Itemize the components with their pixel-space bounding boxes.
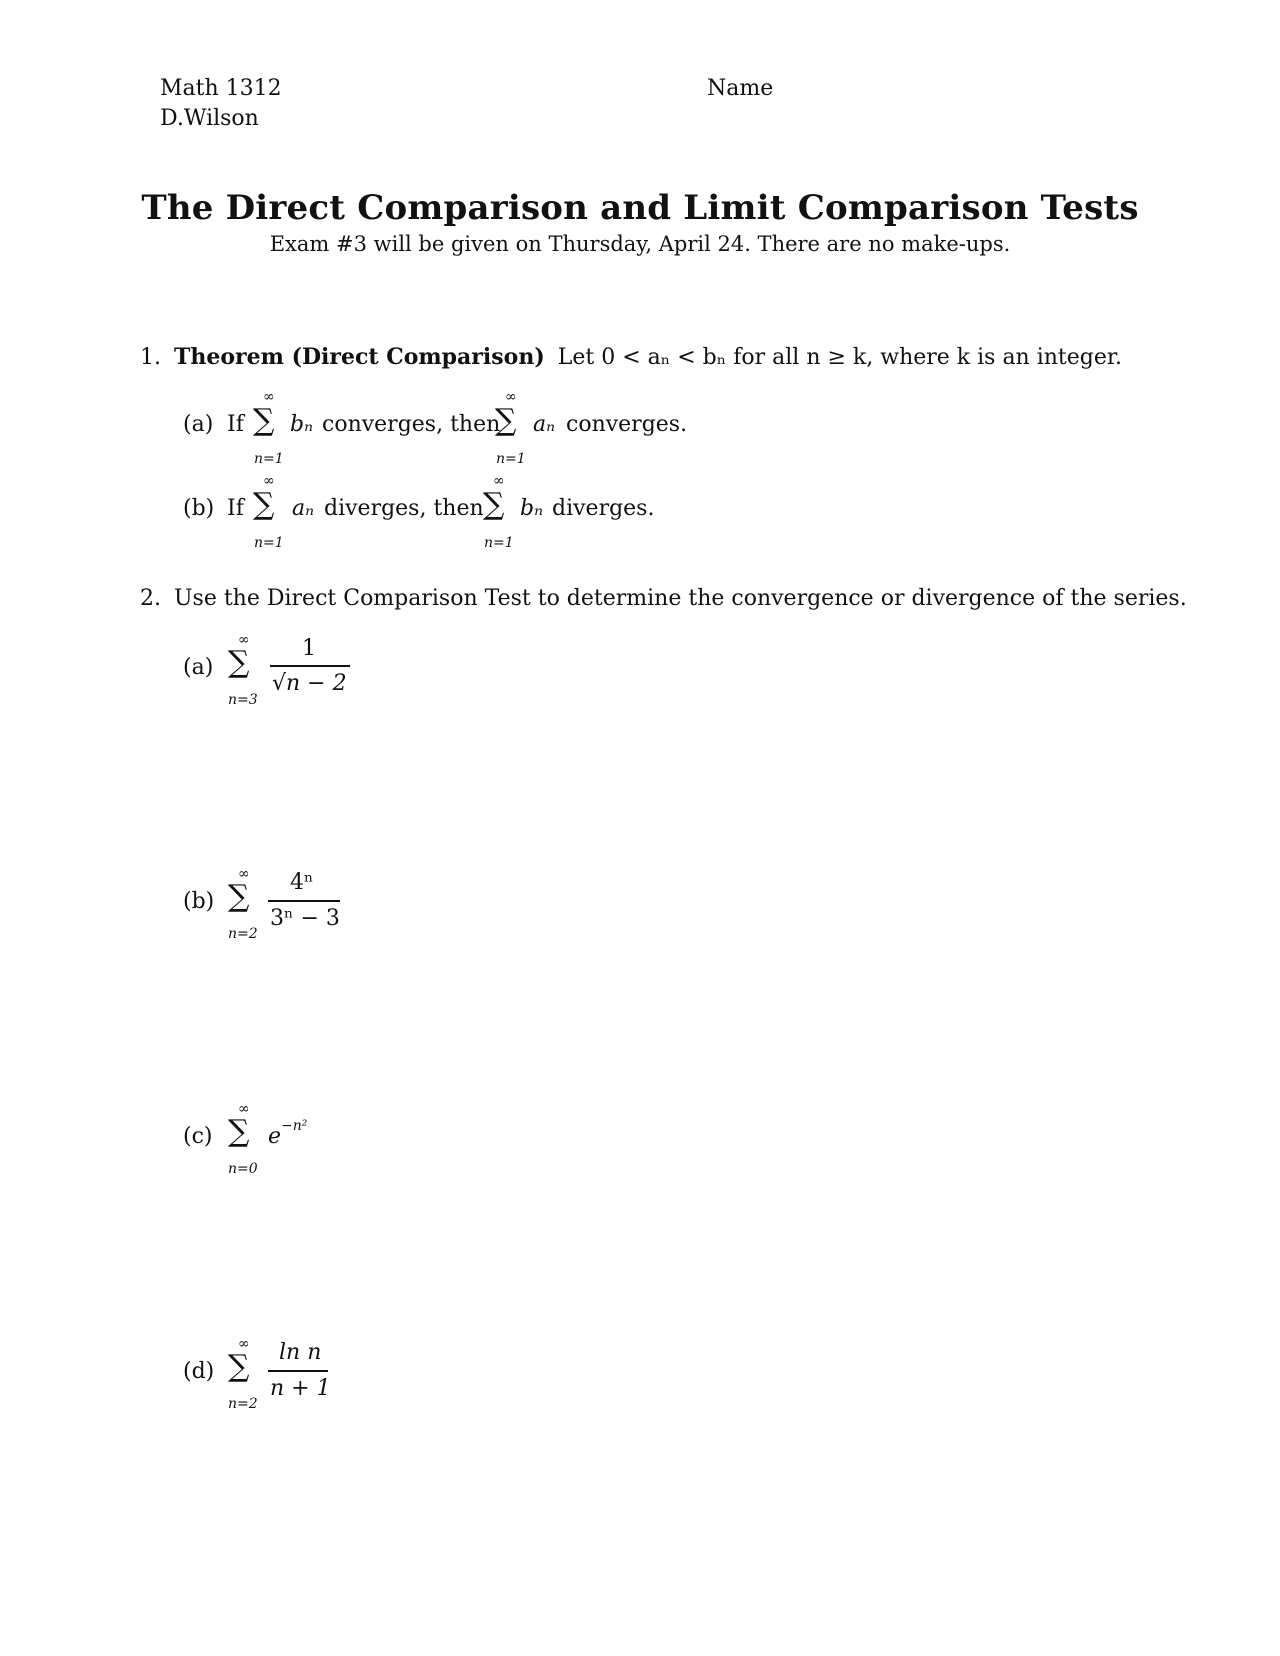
- q1b-end: diverges.: [552, 496, 655, 521]
- instructor-label: D.Wilson: [160, 106, 259, 131]
- q1b-term2: bₙ: [520, 496, 543, 521]
- q2d-sum-sigma: ∑: [228, 1349, 250, 1384]
- subtitle: Exam #3 will be given on Thursday, April 24. There are no make-ups.: [269, 232, 1011, 256]
- q1a-term1: bₙ: [290, 412, 313, 437]
- q1a-mid: converges, then: [322, 412, 501, 437]
- q1-number: 1.: [140, 345, 161, 370]
- q2c-sum-lower: n=0: [228, 1161, 258, 1177]
- q2c-exponent: −n²: [281, 1118, 308, 1134]
- q2-text: Use the Direct Comparison Test to determine the convergence or divergence of the series.: [174, 586, 1187, 611]
- q1a-if: If: [227, 412, 244, 437]
- q1a-sum1-upper: ∞: [263, 389, 275, 405]
- q1b-mid: diverges, then: [324, 496, 484, 521]
- q2d-sum-upper: ∞: [238, 1336, 250, 1352]
- q1b-sum1-upper: ∞: [263, 473, 275, 489]
- q2c-label: (c): [183, 1124, 213, 1149]
- q2d-sum-lower: n=2: [228, 1396, 258, 1412]
- q2-header: [140, 588, 1187, 610]
- q2b-sum-lower: n=2: [228, 926, 258, 942]
- q2-number: 2.: [140, 586, 161, 611]
- q2a-denominator: √n − 2: [272, 671, 347, 696]
- q2a-fraction-bar: [270, 665, 350, 667]
- q2b-sum-sigma: ∑: [228, 879, 250, 914]
- q2b-label: (b): [183, 889, 215, 914]
- q1a-term2: aₙ: [533, 412, 556, 437]
- q2c-sum-upper: ∞: [238, 1101, 250, 1117]
- q2b-fraction-bar: [268, 900, 340, 902]
- q1b-sum1-sigma: ∑: [253, 487, 275, 522]
- q1a-label: (a): [183, 412, 214, 437]
- q1-theorem-label: Theorem (Direct Comparison): [174, 344, 545, 370]
- q2a-sum-upper: ∞: [238, 632, 250, 648]
- name-label: Name: [707, 76, 774, 101]
- q1-header: [140, 346, 1122, 369]
- page-title: The Direct Comparison and Limit Comparison Tests: [141, 188, 1139, 228]
- q1b-sum2-sigma: ∑: [483, 487, 505, 522]
- q1b-term1: aₙ: [292, 496, 315, 521]
- q1a-sum2-lower: n=1: [496, 451, 526, 467]
- q2a-sum-sigma: ∑: [228, 645, 250, 680]
- q1a-sum1-lower: n=1: [254, 451, 284, 467]
- q2d-denominator: n + 1: [270, 1376, 331, 1401]
- q2a-label: (a): [183, 655, 214, 680]
- q2a-sum-lower: n=3: [228, 692, 258, 708]
- q1a-end: converges.: [566, 412, 688, 437]
- q1a-sum2-upper: ∞: [505, 389, 517, 405]
- q2d-fraction-bar: [268, 1370, 328, 1372]
- q1a-sum1-sigma: ∑: [253, 403, 275, 438]
- q2d-numerator: ln n: [279, 1340, 322, 1365]
- q1b-if: If: [227, 496, 244, 521]
- q2c-base: e: [268, 1124, 282, 1149]
- q2c-sum-sigma: ∑: [228, 1114, 250, 1149]
- q2b-denominator: 3ⁿ − 3: [270, 906, 340, 931]
- q2d-label: (d): [183, 1359, 215, 1384]
- q1b-sum1-lower: n=1: [254, 535, 284, 551]
- course-label: Math 1312: [160, 76, 282, 101]
- q1b-sum2-lower: n=1: [484, 535, 514, 551]
- q1-statement: Let 0 < aₙ < bₙ for all n ≥ k, where k is an integer.: [557, 345, 1122, 370]
- q1a-sum2-sigma: ∑: [495, 403, 517, 438]
- q1b-label: (b): [183, 496, 215, 521]
- q1b-sum2-upper: ∞: [493, 473, 505, 489]
- q2b-numerator: 4ⁿ: [290, 870, 314, 895]
- q2b-sum-upper: ∞: [238, 866, 250, 882]
- q2a-numerator: 1: [302, 636, 316, 661]
